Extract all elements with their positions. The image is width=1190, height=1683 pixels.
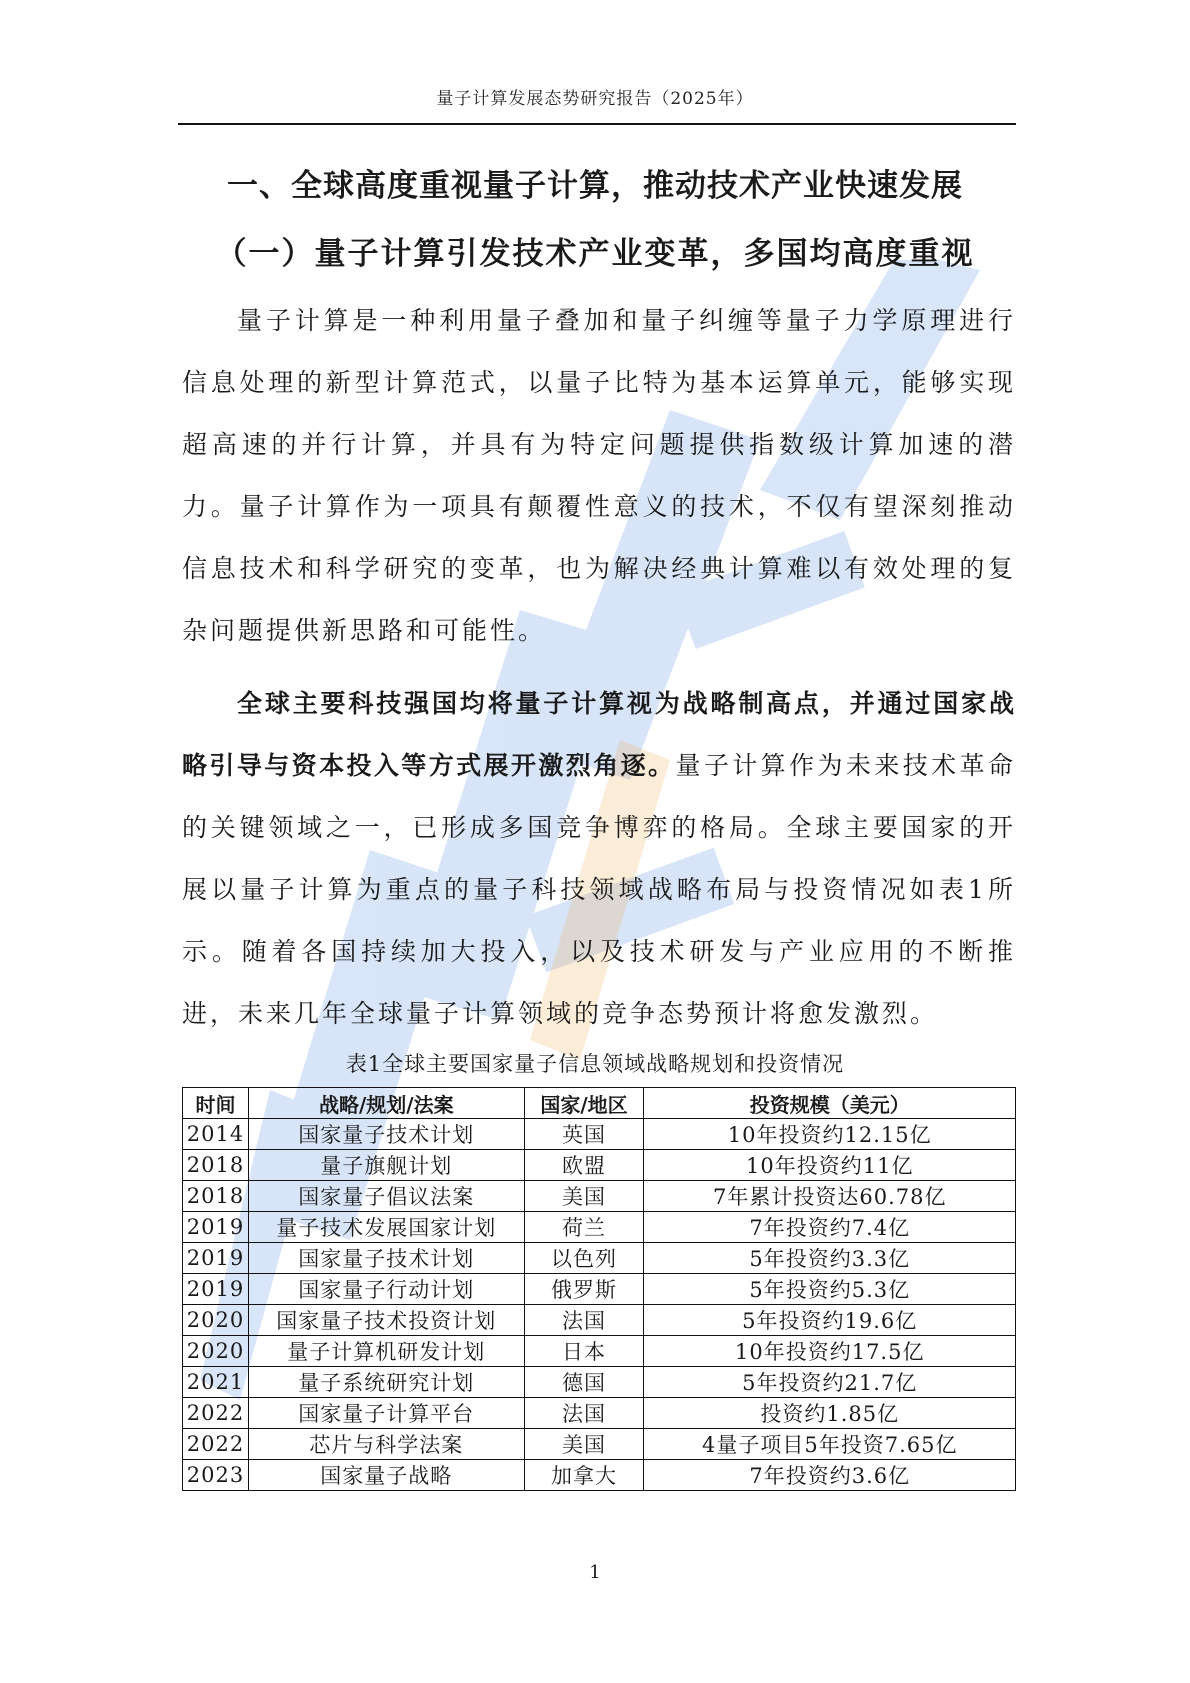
cell-investment: 5年投资约21.7亿 [644,1367,1016,1398]
subsection-heading: （一）量子计算引发技术产业变革，多国均高度重视 [215,236,975,272]
cell-strategy: 国家量子技术投资计划 [248,1305,524,1336]
table-row [183,1305,1016,1336]
cell-year: 2022 [183,1398,249,1429]
cell-strategy: 国家量子战略 [248,1460,524,1491]
table-row [183,1243,1016,1274]
header-rule [178,123,1016,125]
cell-strategy: 芯片与科学法案 [248,1429,524,1460]
table-row [183,1367,1016,1398]
table-caption: 表1全球主要国家量子信息领域战略规划和投资情况 [345,1052,845,1076]
cell-country: 以色列 [524,1243,644,1274]
cell-strategy: 量子系统研究计划 [248,1367,524,1398]
cell-year: 2018 [183,1150,249,1181]
cell-strategy: 国家量子倡议法案 [248,1181,524,1212]
cell-country: 加拿大 [524,1460,644,1491]
cell-investment: 投资约1.85亿 [644,1398,1016,1429]
cell-country: 荷兰 [524,1212,644,1243]
cell-strategy: 国家量子技术计划 [248,1119,524,1150]
table-row [183,1212,1016,1243]
cell-strategy: 国家量子计算平台 [248,1398,524,1429]
cell-strategy: 国家量子行动计划 [248,1274,524,1305]
section-heading: 一、全球高度重视量子计算，推动技术产业快速发展 [227,168,963,204]
cell-year: 2014 [183,1119,249,1150]
cell-country: 俄罗斯 [524,1274,644,1305]
table-row [183,1336,1016,1367]
cell-country: 日本 [524,1336,644,1367]
cell-country: 德国 [524,1367,644,1398]
col-header-strategy: 战略/规划/法案 [248,1088,524,1119]
cell-country: 英国 [524,1119,644,1150]
table-row [183,1119,1016,1150]
cell-strategy: 国家量子技术计划 [248,1243,524,1274]
table-row [183,1181,1016,1212]
cell-investment: 4量子项目5年投资7.65亿 [644,1429,1016,1460]
cell-country: 法国 [524,1398,644,1429]
cell-country: 法国 [524,1305,644,1336]
cell-year: 2019 [183,1274,249,1305]
cell-investment: 10年投资约11亿 [644,1150,1016,1181]
cell-investment: 7年投资约7.4亿 [644,1212,1016,1243]
cell-year: 2019 [183,1212,249,1243]
paragraph-lead-bold: 全球主要科技强国均将量子计算视为战略制高点，并通过国家战略引导与资本投入等方式展开激烈角逐。 [182,689,1016,780]
cell-investment: 10年投资约17.5亿 [644,1336,1016,1367]
cell-year: 2019 [183,1243,249,1274]
table-row [183,1150,1016,1181]
cell-year: 2021 [183,1367,249,1398]
cell-investment: 7年投资约3.6亿 [644,1460,1016,1491]
cell-country: 欧盟 [524,1150,644,1181]
col-header-year: 时间 [183,1088,249,1119]
cell-year: 2023 [183,1460,249,1491]
cell-country: 美国 [524,1181,644,1212]
cell-strategy: 量子技术发展国家计划 [248,1212,524,1243]
cell-investment: 10年投资约12.15亿 [644,1119,1016,1150]
table-row [183,1274,1016,1305]
table-body [183,1119,1016,1491]
cell-investment: 5年投资约3.3亿 [644,1243,1016,1274]
table-row [183,1398,1016,1429]
table-row [183,1460,1016,1491]
paragraph-body: 量子计算作为未来技术革命的关键领域之一，已形成多国竞争博弈的格局。全球主要国家的开展以量子计算为重点的量子科技领域战略布局与投资情况如表1所示。随着各国持续加大投入，以及技术研发与产业应用的不断推进，未来几年全球量子计算领域的竞争态势预计将愈发激烈。 [182,751,1016,1028]
table-header-row [183,1088,1016,1119]
cell-investment: 7年累计投资达60.78亿 [644,1181,1016,1212]
paragraph-intro: 量子计算是一种利用量子叠加和量子纠缠等量子力学原理进行信息处理的新型计算范式，以量子比特为基本运算单元，能够实现超高速的并行计算，并具有为特定问题提供指数级计算加速的潜力。量子计算作为一项具有颠覆性意义的技术，不仅有望深刻推动信息技术和科学研究的变革，也为解决经典计算难以有效处理的复杂问题提供新思路和可能性。 [182,306,1016,645]
cell-investment: 5年投资约5.3亿 [644,1274,1016,1305]
cell-country: 美国 [524,1429,644,1460]
investment-table [182,1087,1016,1491]
page-number: 1 [589,1562,601,1583]
running-header: 量子计算发展态势研究报告（2025年） [436,89,754,109]
col-header-investment: 投资规模（美元） [644,1088,1016,1119]
paragraph-competition [182,673,1016,1045]
cell-strategy: 量子旗舰计划 [248,1150,524,1181]
cell-year: 2020 [183,1305,249,1336]
cell-year: 2020 [183,1336,249,1367]
cell-year: 2022 [183,1429,249,1460]
col-header-country: 国家/地区 [524,1088,644,1119]
table-row [183,1429,1016,1460]
cell-investment: 5年投资约19.6亿 [644,1305,1016,1336]
cell-year: 2018 [183,1181,249,1212]
cell-strategy: 量子计算机研发计划 [248,1336,524,1367]
